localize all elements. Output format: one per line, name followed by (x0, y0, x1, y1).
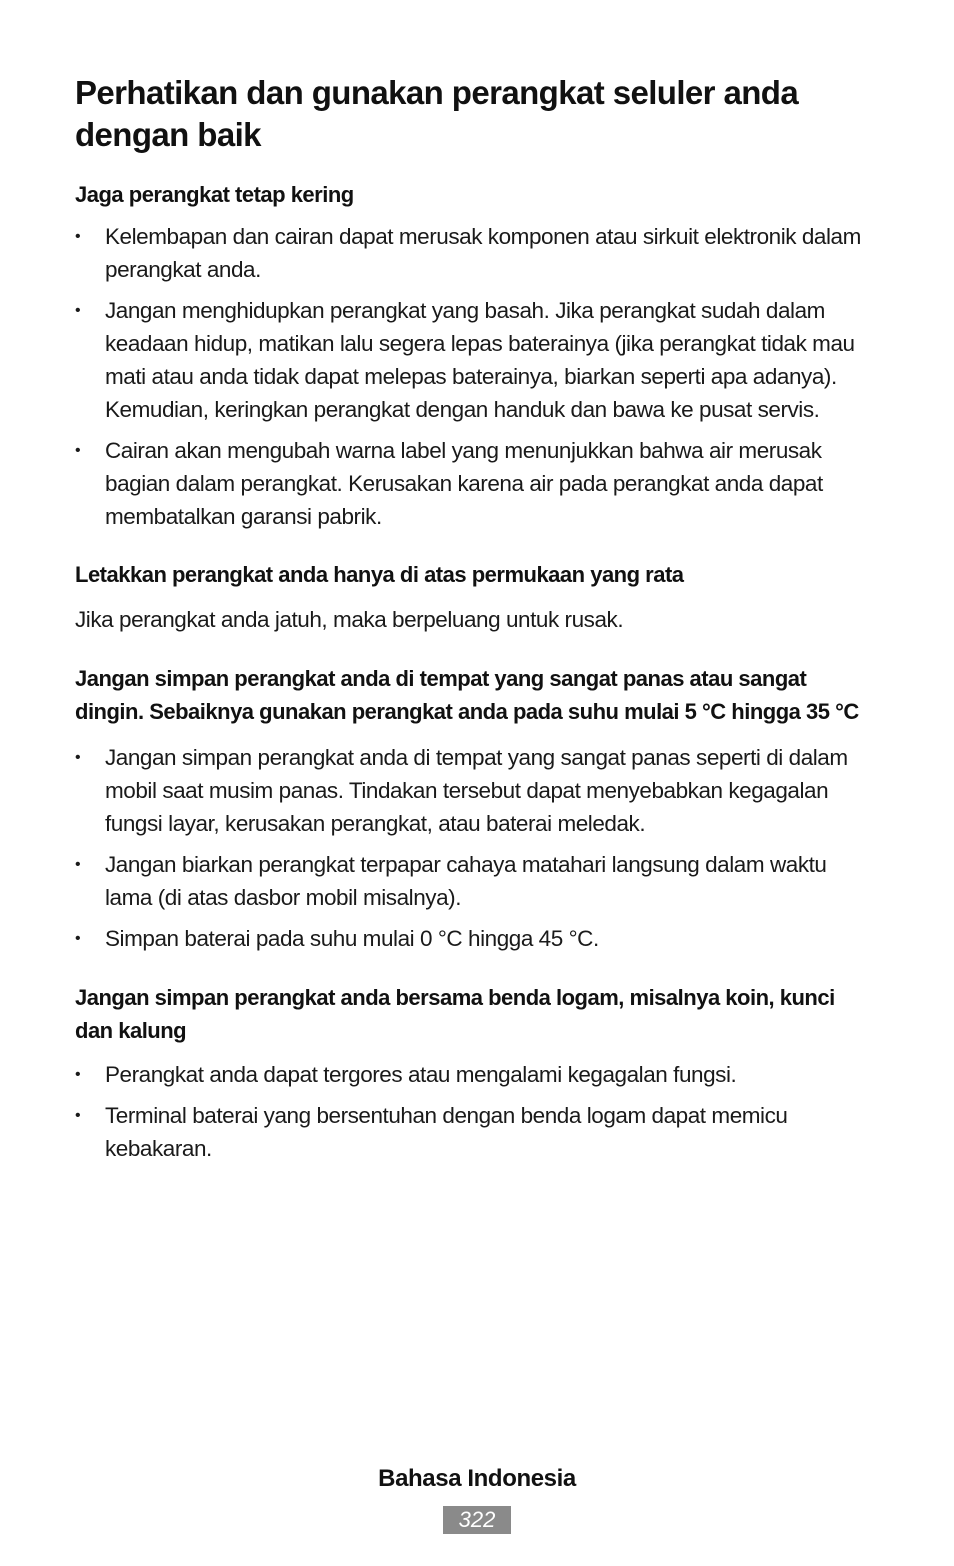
list-item: • Kelembapan dan cairan dapat merusak komponen atau sirkuit elektronik dalam perangkat anda. (75, 220, 875, 286)
bullet-icon: • (75, 1066, 81, 1083)
section-temperature (75, 662, 875, 955)
bullet-icon: • (75, 228, 81, 245)
list-item: • Jangan menghidupkan perangkat yang basah. Jika perangkat sudah dalam keadaan hidup, matikan lalu segera lepas baterainya (jika perangkat tidak mau mati atau anda tidak dapat melepas baterainya, biarkan seperti apa adanya). Kemudian, keringkan perangkat dengan handuk dan bawa ke pusat servis. (75, 294, 875, 426)
section-heading: Jangan simpan perangkat anda bersama benda logam, misalnya koin, kunci dan kalung (75, 985, 835, 1043)
section-keep-dry (75, 178, 875, 533)
section-metal-objects (75, 981, 875, 1165)
bullet-icon: • (75, 302, 81, 319)
bullet-icon: • (75, 442, 81, 459)
bullet-icon: • (75, 1107, 81, 1124)
bullet-icon: • (75, 749, 81, 766)
section-heading: Jangan simpan perangkat anda di tempat yang sangat panas atau sangat dingin. Sebaiknya gunakan perangkat anda pada suhu mulai 5 °C hingga 35 °C (75, 666, 859, 724)
list-item: • Terminal baterai yang bersentuhan dengan benda logam dapat memicu kebakaran. (75, 1099, 875, 1165)
page-content (75, 72, 875, 1165)
list-item: • Perangkat anda dapat tergores atau mengalami kegagalan fungsi. (75, 1058, 875, 1091)
bullet-icon: • (75, 930, 81, 947)
list-item: • Simpan baterai pada suhu mulai 0 °C hingga 45 °C. (75, 922, 875, 955)
bullet-list (75, 741, 875, 955)
page-number: 322 (443, 1506, 511, 1534)
footer-language: Bahasa Indonesia (378, 1465, 576, 1492)
section-heading: Jaga perangkat tetap kering (75, 182, 354, 207)
bullet-icon: • (75, 856, 81, 873)
section-paragraph: Jika perangkat anda jatuh, maka berpeluang untuk rusak. (75, 607, 624, 632)
page-title: Perhatikan dan gunakan perangkat seluler anda dengan baik (75, 74, 799, 153)
list-item: • Cairan akan mengubah warna label yang menunjukkan bahwa air merusak bagian dalam perangkat. Kerusakan karena air pada perangkat anda dapat membatalkan garansi pabrik. (75, 434, 875, 533)
list-item: • Jangan biarkan perangkat terpapar cahaya matahari langsung dalam waktu lama (di atas dasbor mobil misalnya). (75, 848, 875, 914)
section-heading: Letakkan perangkat anda hanya di atas permukaan yang rata (75, 562, 684, 587)
bullet-list (75, 1058, 875, 1165)
list-item: • Jangan simpan perangkat anda di tempat yang sangat panas seperti di dalam mobil saat musim panas. Tindakan tersebut dapat menyebabkan kegagalan fungsi layar, kerusakan perangkat, atau baterai meledak. (75, 741, 875, 840)
bullet-list (75, 220, 875, 533)
section-flat-surface (75, 558, 875, 636)
